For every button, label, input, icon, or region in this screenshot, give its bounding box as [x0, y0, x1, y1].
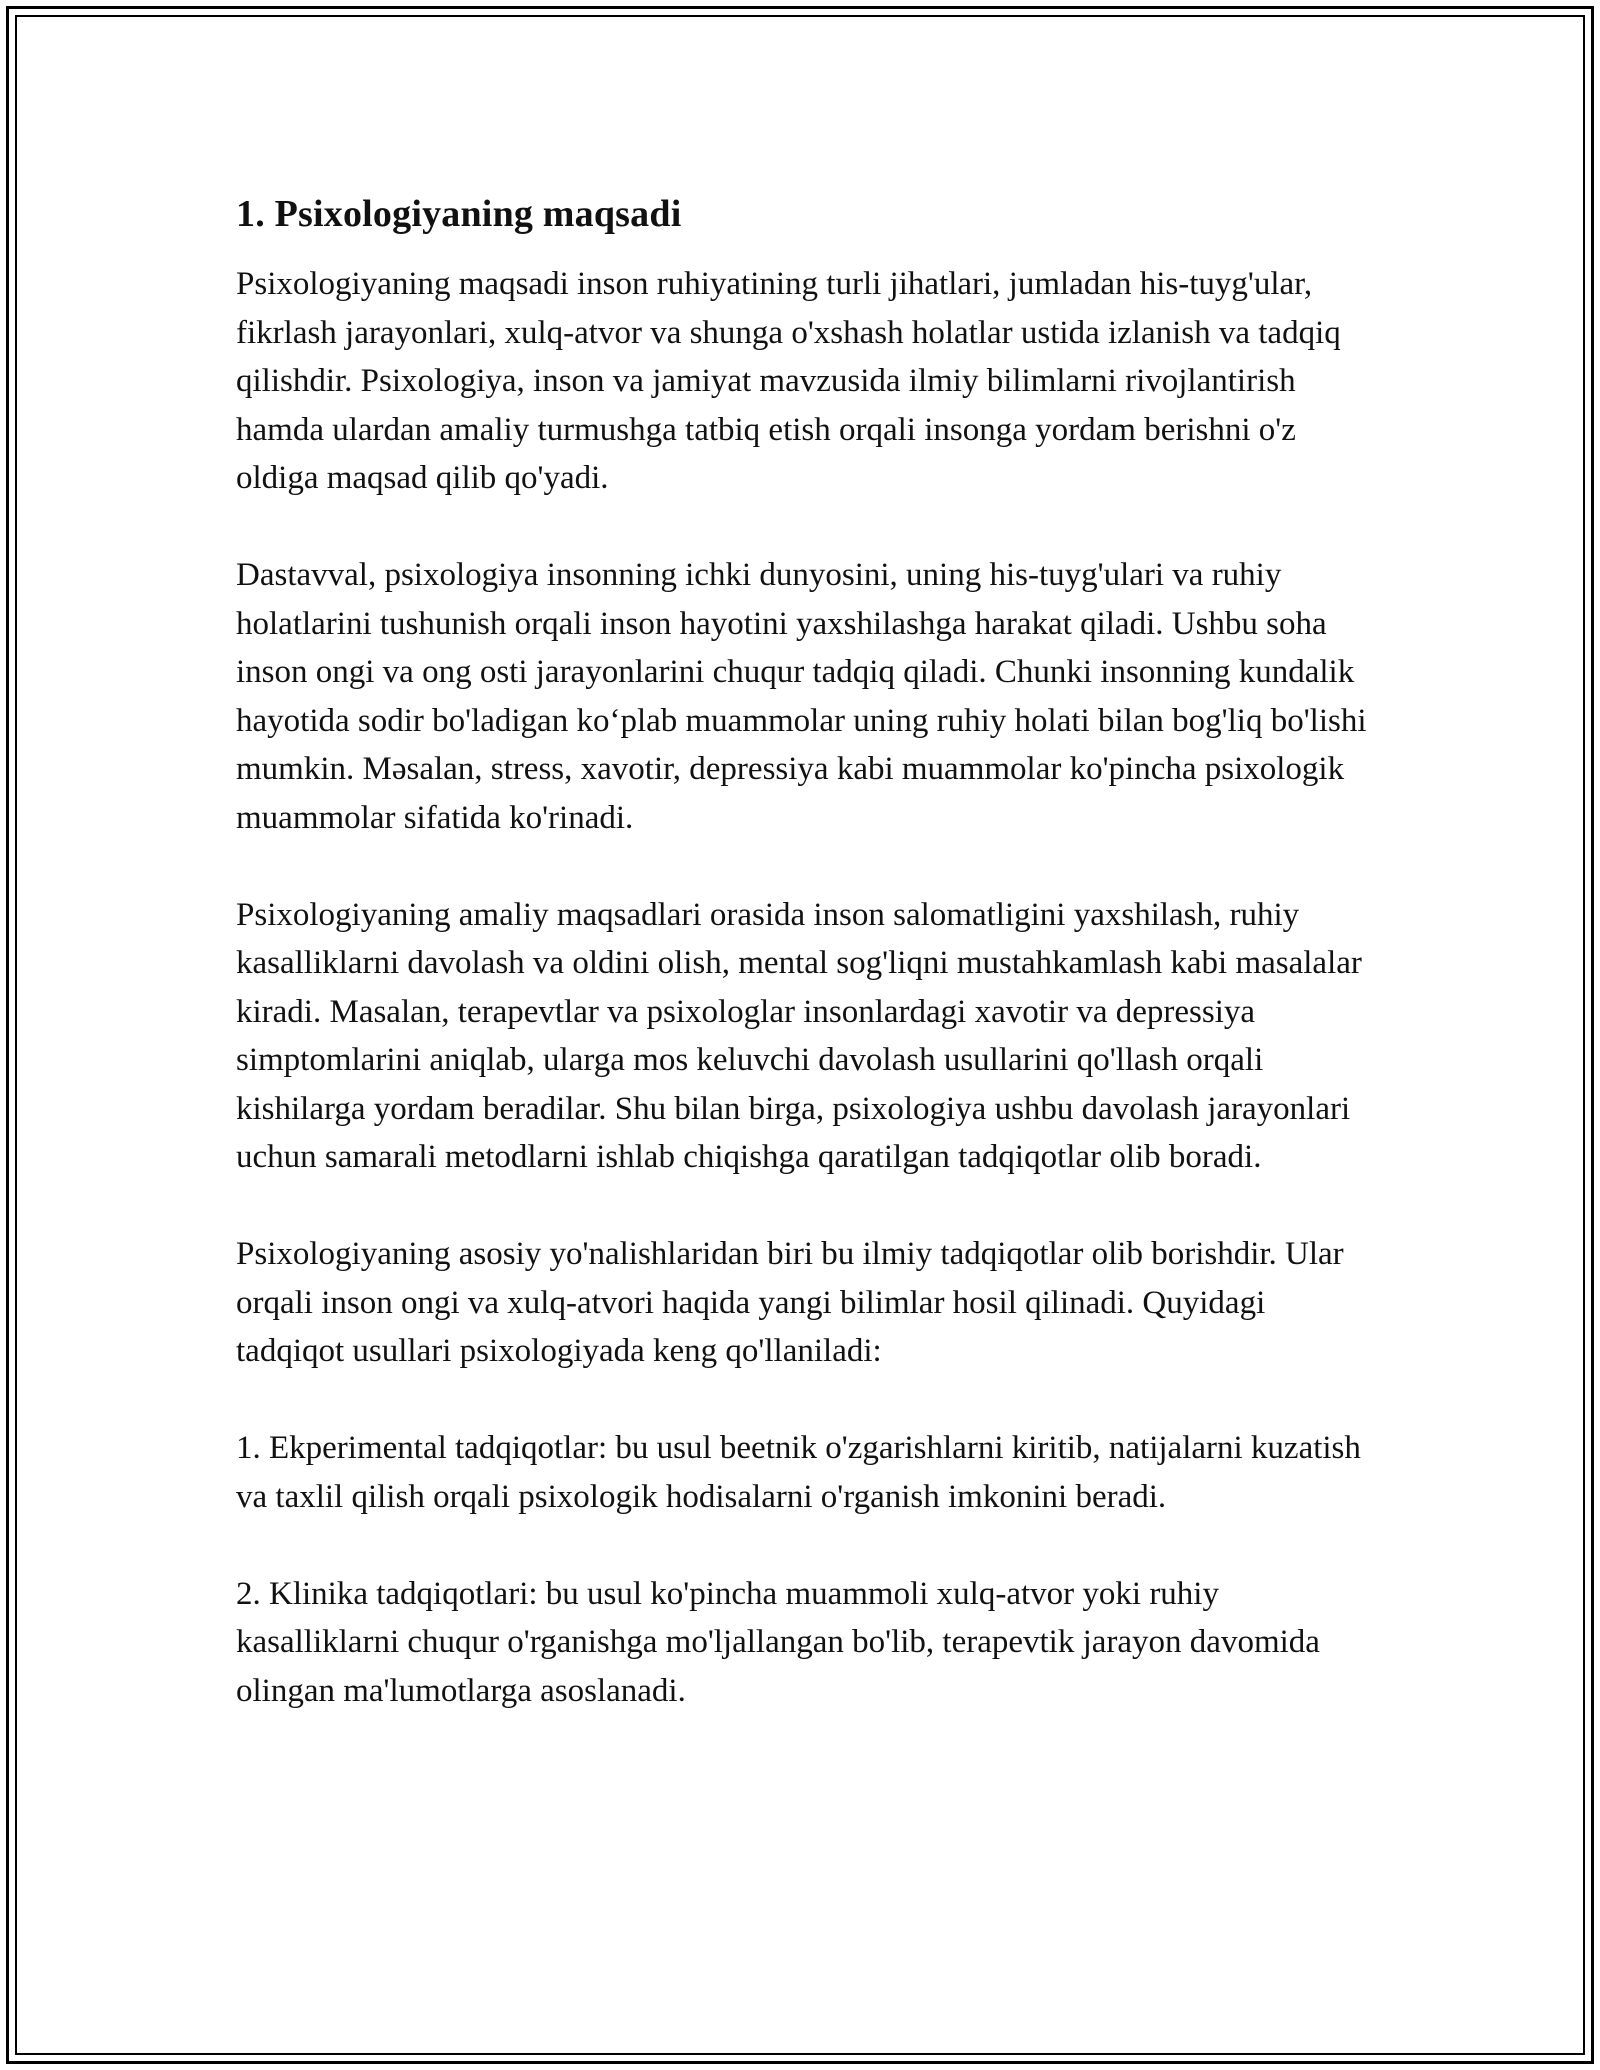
section-heading: 1. Psixologiyaning maqsadi	[236, 193, 682, 235]
list-item-clinical: 2. Klinika tadqiqotlari: bu usul ko'pincha muammoli xulq-atvor yoki ruhiy kasalliklarni chuqur o'rganishga mo'ljallangan bo'lib, terapevtik jarayon davomida olingan ma'lumotlarga asoslanadi.	[236, 1575, 1320, 1709]
list-item-experimental: 1. Ekperimental tadqiqotlar: bu usul beetnik o'zgarishlarni kiritib, natijalarni kuzatish va taxlil qilish orqali psixologik hodisalarni o'rganish imkonini beradi.	[236, 1430, 1361, 1515]
document-body	[236, 190, 1376, 1715]
paragraph-practical-goals: Psixologiyaning amaliy maqsadlari orasida inson salomatligini yaxshilash, ruhiy kasalliklarni davolash va oldini olish, mental sog'liqni mustahkamlash kabi masalalar kiradi. Masalan, terapevtlar va psixologlar insonlardagi xavotir va depressiya simptomlarini aniqlab, ularga mos keluvchi davolash usullarini qo'llash orqali kishilarga yordam beradilar. Shu bilan birga, psixologiya ushbu davolash jarayonlari uchun samarali metodlarni ishlab chiqishga qaratilgan tadqiqotlar olib boradi.	[236, 896, 1362, 1175]
paragraph-research-directions: Psixologiyaning asosiy yo'nalishlaridan biri bu ilmiy tadqiqotlar olib borishdir. Ular orqali inson ongi va xulq-atvori haqida yangi bilimlar hosil qilinadi. Quyidagi tadqiqot usullari psixologiyada keng qo'llaniladi:	[236, 1236, 1344, 1369]
paragraph-purpose: Psixologiyaning maqsadi inson ruhiyatining turli jihatlari, jumladan his-tuyg'ular, fikrlash jarayonlari, xulq-atvor va shunga o'xshash holatlar ustida izlanish va tadqiq qilishdir. Psixologiya, inson va jamiyat mavzusida ilmiy bilimlarni rivojlantirish hamda ulardan amaliy turmushga tatbiq etish orqali insonga yordam berishni o'z oldiga maqsad qilib qo'yadi.	[236, 266, 1341, 496]
paragraph-inner-world: Dastavval, psixologiya insonning ichki dunyosini, uning his-tuyg'ulari va ruhiy holatlarini tushunish orqali inson hayotini yaxshilashga harakat qiladi. Ushbu soha inson ongi va ong osti jarayonlarini chuqur tadqiq qiladi. Chunki insonning kundalik hayotida sodir bo'ladigan ko‘plab muammolar uning ruhiy holati bilan bog'liq bo'lishi mumkin. Məsalan, stress, xavotir, depressiya kabi muammolar ko'pincha psixologik muammolar sifatida ko'rinadi.	[236, 557, 1367, 836]
